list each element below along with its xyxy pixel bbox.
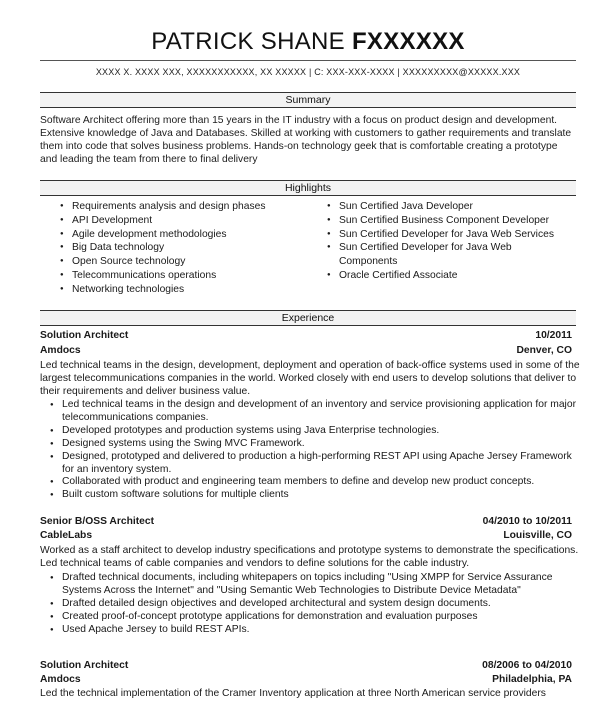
job-date: 04/2010 to 10/2011 (482, 516, 572, 527)
header-divider (40, 60, 576, 61)
job-description: Led technical teams in the design, development, deployment and operation of back-office systems used in some of the largest telecommunications companies in the world. Worked closely with end users to develop solutions that deliver to their requirements and deliver business value. (40, 360, 580, 397)
last-name: FXXXXXX (351, 28, 465, 55)
contact-line: XXXX X. XXXX XXX, XXXXXXXXXXX, XX XXXXX | C: XXX-XXX-XXXX | XXXXXXXXX@XXXXX.XXX (95, 67, 521, 77)
job-title: Senior B/OSS Architect (40, 516, 155, 527)
job-description: Led the technical implementation of the Cramer Inventory application at three North American service providers (40, 688, 546, 699)
job-bullet: ● Led technical teams in the design and development of an inventory and service provisioning application for major telecommunications companies. (50, 399, 578, 425)
highlights-heading: Highlights (40, 180, 576, 196)
job-bullet: ● Collaborated with product and engineering team members to define and develop new product concepts. (50, 476, 578, 489)
job-bullet: ● Built custom software solutions for multiple clients (50, 489, 578, 502)
job-bullet: ● Created proof-of-concept prototype applications for demonstration and evaluation purposes (50, 611, 578, 624)
job-company: Amdocs (40, 345, 81, 356)
first-names: PATRICK SHANE (151, 28, 352, 55)
job-description: Worked as a staff architect to develop industry specifications and prototype systems to demonstrate the specifications. Led technical teams of cable companies and vendors to define solutions for the cable industry. (40, 545, 579, 569)
highlight-item: ● Agile development methodologies (60, 228, 315, 242)
candidate-name (0, 28, 616, 56)
job-bullet: ● Used Apache Jersey to build REST APIs. (50, 624, 578, 637)
highlight-item: ● Requirements analysis and design phases (60, 200, 315, 214)
job-bullet-list (50, 399, 578, 502)
job-bullet: ● Designed, prototyped and delivered to production a high-performing REST API using Apache Jersey Framework for an inventory system. (50, 451, 578, 477)
job-date: 10/2011 (535, 330, 572, 341)
highlight-item: ● Networking technologies (60, 283, 315, 297)
job-bullet: ● Drafted technical documents, including whitepapers on topics including "Using XMPP for Service Assurance Systems Across the Internet" and "Using Semantic Web Technologies to Distribute Device Metadata" (50, 572, 578, 598)
highlight-item: ● Sun Certified Developer for Java Web Services (327, 228, 571, 242)
highlight-item: ● Telecommunications operations (60, 269, 315, 283)
highlights-right-list (327, 200, 571, 283)
highlights-left-list (60, 200, 315, 297)
job-company: Amdocs (40, 674, 81, 685)
highlight-item: ● Sun Certified Business Component Developer (327, 214, 571, 228)
summary-heading: Summary (40, 92, 576, 108)
job-company: CableLabs (40, 530, 93, 541)
job-location: Denver, CO (516, 345, 572, 356)
job-bullet: ● Developed prototypes and production systems using Java Enterprise technologies. (50, 425, 578, 438)
job-title: Solution Architect (40, 330, 129, 341)
job-bullet-list (50, 572, 578, 637)
job-bullet: ● Designed systems using the Swing MVC Framework. (50, 438, 578, 451)
job-location: Philadelphia, PA (492, 674, 572, 685)
highlight-item: ● Sun Certified Developer for Java Web Components (327, 241, 571, 269)
job-bullet: ● Drafted detailed design objectives and developed architectural and system design documents. (50, 598, 578, 611)
highlight-item: ● Big Data technology (60, 241, 315, 255)
summary-text: Software Architect offering more than 15 years in the IT industry with a focus on product design and development. Extensive knowledge of Java and Databases. Skilled at working with customers to gather requirements and translate them into code that solves business problems. Hands-on technology geek that is comfortable creating a prototype and leading the team from there to final delivery (40, 115, 572, 165)
highlight-item: ● API Development (60, 214, 315, 228)
highlight-item: ● Oracle Certified Associate (327, 269, 571, 283)
job-date: 08/2006 to 04/2010 (482, 660, 572, 671)
job-title: Solution Architect (40, 660, 129, 671)
highlight-item: ● Open Source technology (60, 255, 315, 269)
job-location: Louisville, CO (503, 530, 572, 541)
highlight-item: ● Sun Certified Java Developer (327, 200, 571, 214)
experience-heading: Experience (40, 310, 576, 326)
